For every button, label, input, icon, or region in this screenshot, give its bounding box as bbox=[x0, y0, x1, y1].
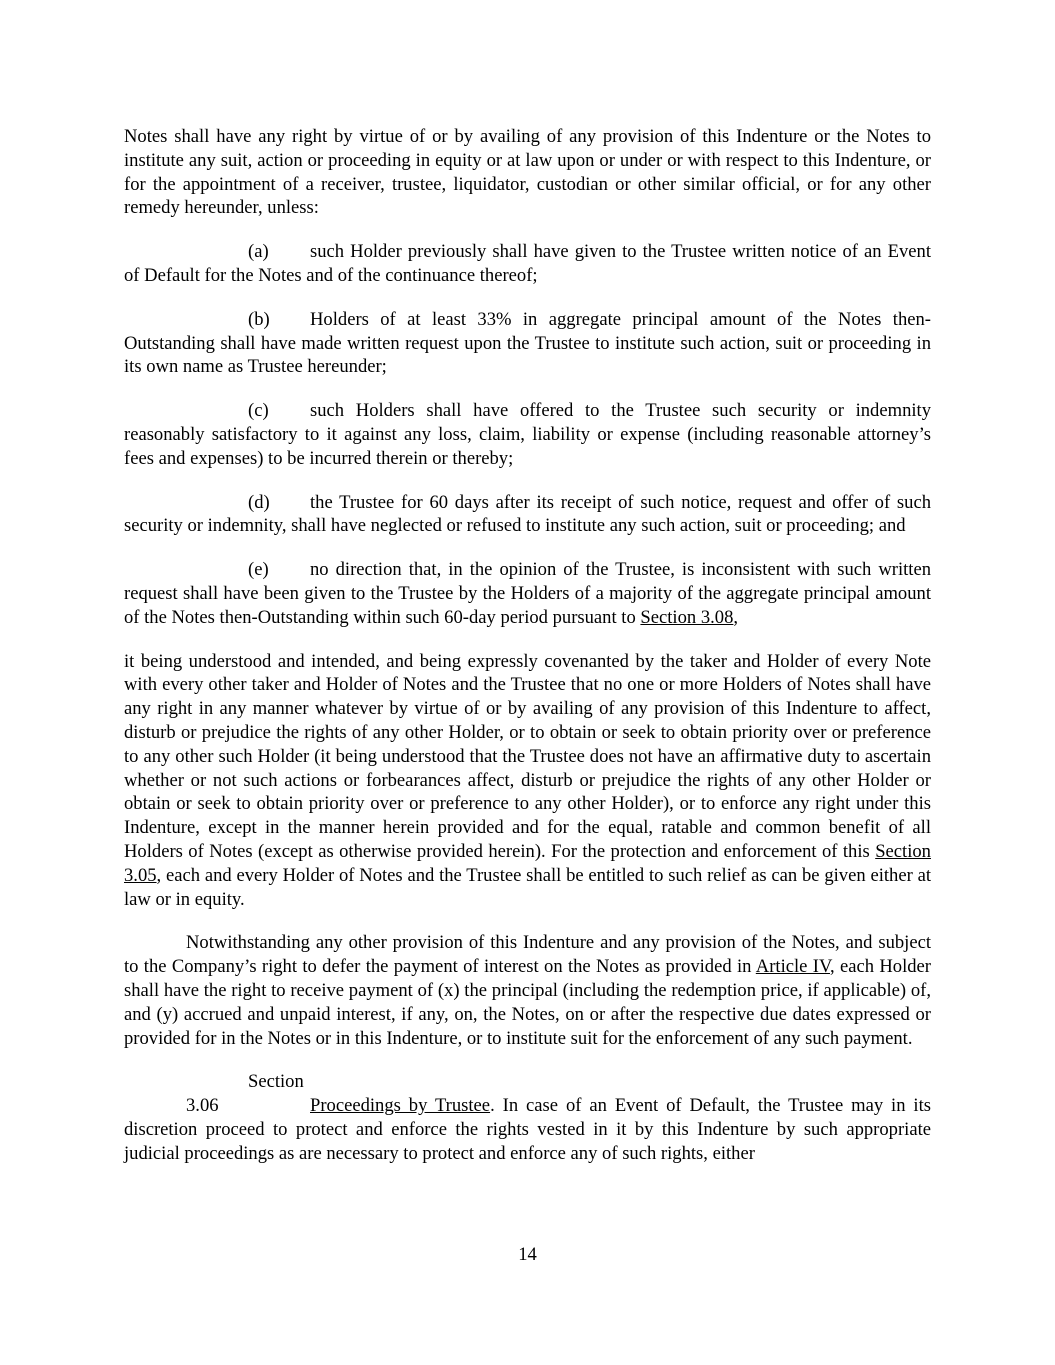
clause-e bbox=[124, 558, 931, 629]
paragraph-intro: Notes shall have any right by virtue of or by availing of any provision of this Indenture or the Notes to institute any suit, action or proceeding in equity or at law upon or under or with respect to this Indenture, or for the appointment of a receiver, trustee, liquidator, custodian or other similar official, or for any other remedy hereunder, unless: bbox=[124, 126, 931, 219]
clause-a-text: such Holder previously shall have given to the Trustee written notice of an Event of Default for the Notes and of the continuance thereof; bbox=[124, 241, 931, 286]
clause-d-text: the Trustee for 60 days after its receipt of such notice, request and offer of such security or indemnity, shall have neglected or refused to institute any such action, suit or proceeding; and bbox=[124, 491, 931, 537]
clause-c bbox=[124, 399, 931, 470]
clause-b-label: (b) bbox=[248, 308, 270, 330]
paragraph-notwithstanding bbox=[124, 931, 931, 1050]
clause-b-text: Holders of at least 33% in aggregate principal amount of the Notes then-Outstanding shall have made written request upon the Trustee to institute such action, suit or proceeding in its own name as Trustee hereunder; bbox=[124, 308, 931, 378]
article-iv-link[interactable]: Article IV bbox=[755, 956, 830, 978]
clause-c-text: such Holders shall have offered to the Trustee such security or indemnity reasonably satisfactory to it against any loss, claim, liability or expense (including reasonable attorney’s fees and expenses) to be incurred therein or thereby; bbox=[124, 400, 931, 469]
clause-d-label: (d) bbox=[248, 491, 270, 513]
section-3-06 bbox=[124, 1070, 931, 1165]
page-number: 14 bbox=[518, 1244, 537, 1265]
paragraph-understood bbox=[124, 650, 931, 912]
clause-e-text: no direction that, in the opinion of the Trustee, is inconsistent with such written request shall have been given to the Trustee by the Holders of a majority of the aggregate principal amount of the Notes then-Outstanding within such 60-day period pursuant to bbox=[124, 559, 931, 628]
section-3-06-text: . In case of an Event of Default, the Trustee may in its discretion proceed to protect and enforce the rights vested in it by this Indenture by such appropriate judicial proceedings as are necessary to protect and enforce any of such rights, either bbox=[124, 1095, 931, 1164]
section-3-06-title: Proceedings by Trustee bbox=[310, 1095, 491, 1117]
clause-a bbox=[124, 240, 931, 288]
document-page bbox=[124, 125, 931, 1165]
clause-e-tail: , bbox=[733, 606, 739, 628]
clause-a-label: (a) bbox=[248, 241, 269, 263]
notwithstanding-text-1: Notwithstanding any other provision of this Indenture and any provision of the Notes, and subject to the Company’s right to defer the payment of interest on the Notes as provided in bbox=[124, 932, 931, 978]
understood-text-1: it being understood and intended, and being expressly covenanted by the taker and Holder of every Note with every other taker and Holder of Notes and the Trustee that no one or more Holders of Notes shall have any right in any manner whatever by virtue of or by availing of any provision of this Indenture to affect, disturb or prejudice the rights of any other Holder, or to obtain or seek to obtain priority over or preference to any other such Holder (it being understood that the Trustee does not have an affirmative duty to ascertain whether or not such actions or forbearances affect, disturb or prejudice the rights of any other Holder or obtain or seek to obtain priority over or preference to any other Holder), or to enforce any right under this Indenture, except in the manner herein provided and for the equal, ratable and common benefit of all Holders of Notes (except as otherwise provided herein). For the protection and enforcement of this bbox=[124, 650, 931, 862]
notwithstanding-text-2: , each Holder shall have the right to receive payment of (x) the principal (including the redemption price, if applicable) of, and (y) accrued and unpaid interest, if any, on, the Notes, on or after the respective due dates expressed or provided for in the Notes or in this Indenture, or to institute suit for the enforcement of any such payment. bbox=[124, 956, 932, 1049]
clause-c-label: (c) bbox=[248, 400, 269, 422]
section-3-05-link[interactable]: Section 3.05 bbox=[124, 840, 931, 886]
understood-text-2: , each and every Holder of Notes and the Trustee shall be entitled to such relief as can be given either at law or in equity. bbox=[124, 864, 931, 910]
clause-e-label: (e) bbox=[248, 559, 269, 581]
clause-b bbox=[124, 308, 931, 379]
clause-d bbox=[124, 491, 931, 539]
section-3-06-number: Section 3.06 bbox=[186, 1071, 304, 1117]
section-3-08-link[interactable]: Section 3.08 bbox=[640, 606, 734, 628]
